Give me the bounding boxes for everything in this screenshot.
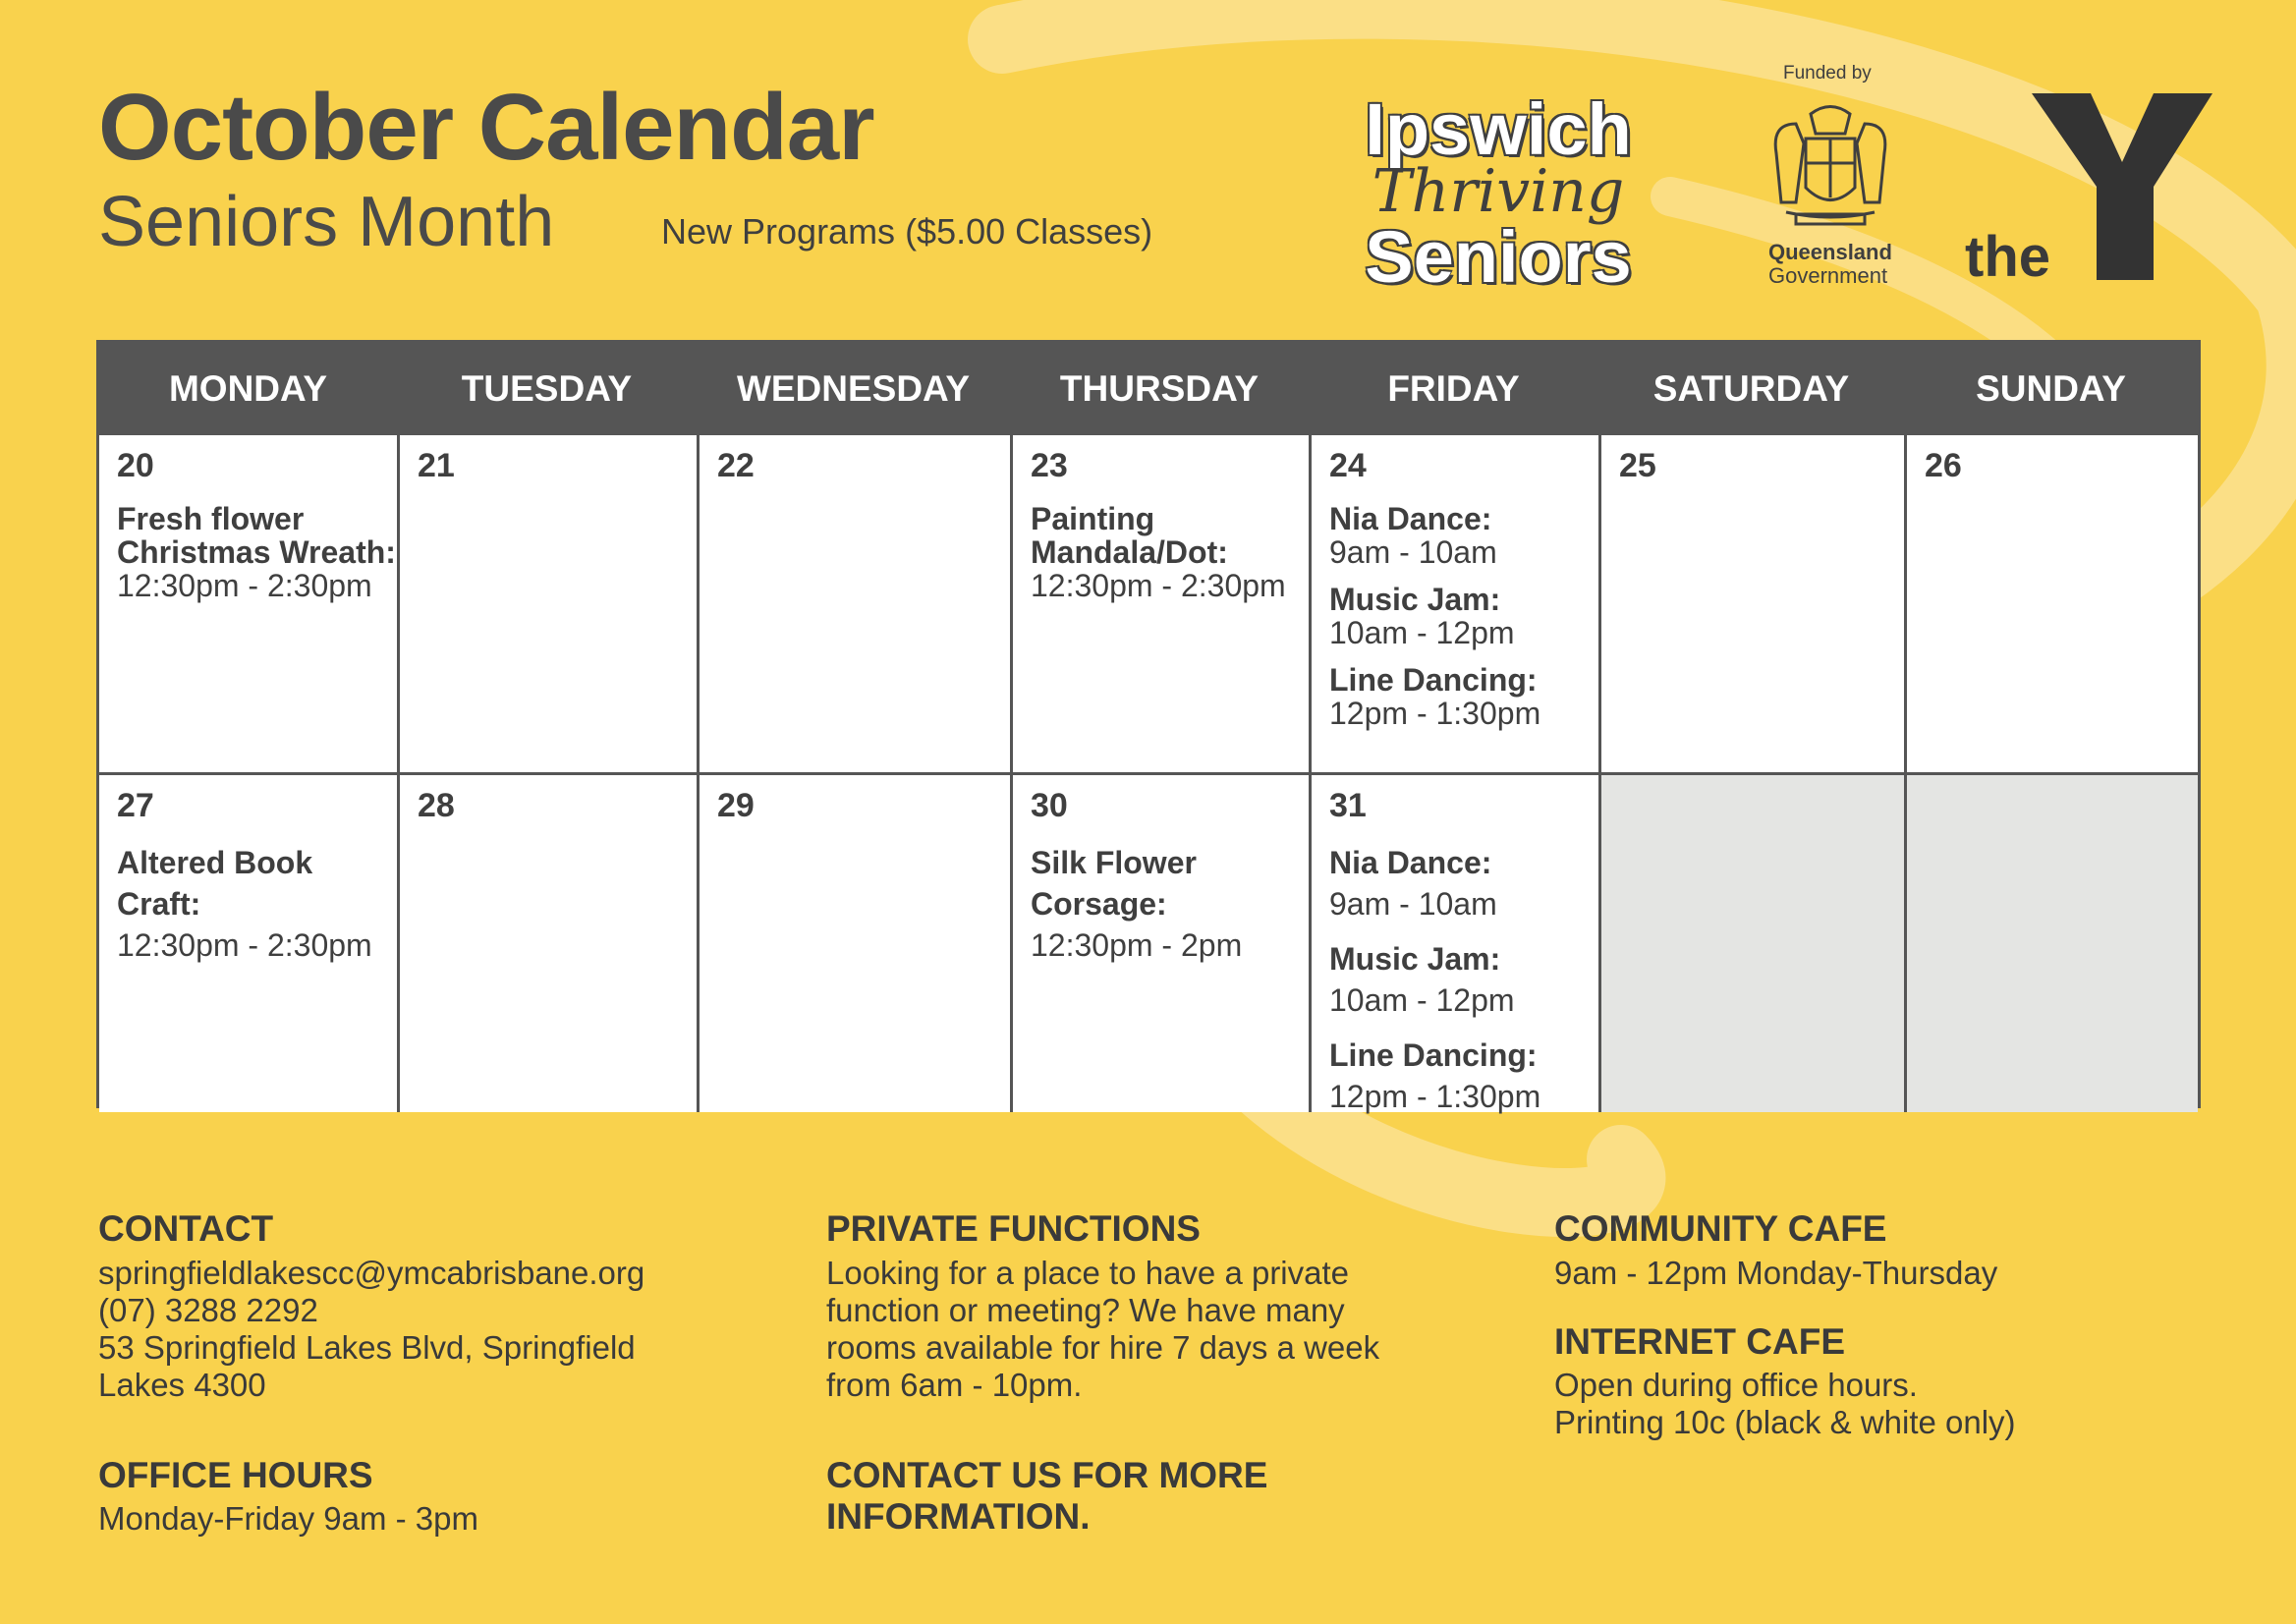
day-cell-friday (1309, 435, 1598, 772)
community-cafe-heading: COMMUNITY CAFE (1554, 1208, 1887, 1249)
ymca-the-word: the (1965, 225, 2050, 289)
event-item (1329, 842, 1598, 924)
contact-section (98, 1208, 806, 1538)
day-header-wednesday: WEDNESDAY (736, 368, 971, 409)
event-time: 12:30pm - 2:30pm (117, 927, 372, 963)
internet-cafe-heading: INTERNET CAFE (1554, 1320, 1845, 1362)
date-number: 21 (418, 447, 455, 484)
day-cell-saturday (1598, 775, 1904, 1112)
office-hours-text: Monday-Friday 9am - 3pm (98, 1500, 478, 1538)
date-number: 20 (117, 447, 154, 484)
day-cell-sunday (1904, 775, 2198, 1112)
event-item (1329, 938, 1598, 1021)
day-header-sunday: SUNDAY (1976, 368, 2126, 409)
contact-us-callout (826, 1455, 1494, 1539)
programs-tagline: New Programs ($5.00 Classes) (661, 211, 1153, 252)
event-title: Silk Flower Corsage: (1031, 845, 1197, 922)
page-title: October Calendar (98, 75, 874, 180)
event-time: 12:30pm - 2:30pm (117, 568, 372, 603)
internet-cafe-line: Open during office hours. (1554, 1367, 1918, 1404)
event-time: 10am - 12pm (1329, 982, 1515, 1018)
event-item (1329, 583, 1598, 649)
date-number: 26 (1925, 447, 1962, 484)
event-time: 12pm - 1:30pm (1329, 1079, 1541, 1114)
community-cafe-hours: 9am - 12pm Monday-Thursday (1554, 1254, 1998, 1291)
date-number: 22 (717, 447, 755, 484)
day-header-tuesday: TUESDAY (461, 368, 633, 409)
event-time: 9am - 10am (1329, 886, 1497, 922)
day-cell-monday (99, 775, 397, 1112)
event-title: Line Dancing: (1329, 1037, 1538, 1073)
contact-details (98, 1255, 806, 1404)
private-functions-text (826, 1255, 1494, 1404)
cafe-section (1554, 1208, 2262, 1441)
event-title: Altered Book Craft: (117, 845, 313, 922)
event-time: 12:30pm - 2:30pm (1031, 568, 1286, 603)
private-functions-line: from 6am - 10pm. (826, 1366, 1083, 1403)
private-functions-line: function or meeting? We have many (826, 1291, 1345, 1328)
event-title: Music Jam: (1329, 582, 1501, 617)
page-subtitle: Seniors Month (98, 183, 555, 261)
event-time: 12pm - 1:30pm (1329, 696, 1541, 731)
event-title: Line Dancing: (1329, 662, 1538, 698)
event-title: Painting Mandala/Dot: (1031, 501, 1228, 570)
contact-address-line: Lakes 4300 (98, 1366, 266, 1403)
logo-text-ipswich: Ipswich (1365, 88, 1632, 170)
date-number: 23 (1031, 447, 1068, 484)
day-header-monday: MONDAY (168, 368, 328, 409)
day-header-thursday: THURSDAY (1059, 368, 1260, 409)
private-functions-heading: PRIVATE FUNCTIONS (826, 1208, 1201, 1249)
day-cell-tuesday (397, 775, 697, 1112)
private-functions-line: rooms available for hire 7 days a week (826, 1328, 1380, 1366)
event-time: 9am - 10am (1329, 534, 1497, 570)
queensland-label: Queensland (1768, 240, 1892, 264)
day-cell-sunday (1904, 435, 2198, 772)
queensland-crest-icon (1757, 94, 1904, 242)
contact-us-line: INFORMATION. (826, 1496, 1091, 1538)
day-header-saturday: SATURDAY (1652, 368, 1850, 409)
event-title: Music Jam: (1329, 941, 1501, 977)
private-functions-section (826, 1208, 1494, 1539)
contact-email: springfieldlakescc@ymcabrisbane.org (98, 1254, 645, 1291)
event-item (1031, 502, 1309, 602)
event-title: Fresh flower Christmas Wreath: (117, 501, 396, 570)
ipswich-thriving-seniors-logo (1346, 88, 1651, 298)
logo-text-seniors: Seniors (1365, 216, 1632, 298)
funded-by-label: Funded by (1783, 63, 1872, 84)
day-cell-saturday (1598, 435, 1904, 772)
contact-address-line: 53 Springfield Lakes Blvd, Springfield (98, 1328, 636, 1366)
contact-phone: (07) 3288 2292 (98, 1291, 318, 1328)
date-number: 27 (117, 787, 154, 824)
date-number: 25 (1619, 447, 1656, 484)
contact-heading: CONTACT (98, 1208, 274, 1249)
logo-text-thriving: Thriving (1372, 157, 1625, 226)
office-hours-heading: OFFICE HOURS (98, 1454, 373, 1495)
day-cell-thursday (1010, 435, 1309, 772)
date-number: 29 (717, 787, 755, 824)
private-functions-line: Looking for a place to have a private (826, 1254, 1350, 1291)
day-cell-monday (99, 435, 397, 772)
day-cell-wednesday (697, 775, 1010, 1112)
event-item (1329, 663, 1598, 730)
event-item (117, 502, 397, 602)
event-time: 12:30pm - 2pm (1031, 927, 1243, 963)
calendar-week-row (99, 435, 2198, 772)
internet-cafe-text (1554, 1367, 2262, 1441)
event-item (117, 842, 397, 966)
event-title: Nia Dance: (1329, 501, 1492, 536)
calendar-week-row (99, 772, 2198, 1112)
ymca-logo (1965, 93, 2211, 290)
date-number: 31 (1329, 787, 1367, 824)
day-cell-wednesday (697, 435, 1010, 772)
government-label: Government (1768, 263, 1888, 288)
ymca-y-icon (2032, 93, 2212, 280)
date-number: 28 (418, 787, 455, 824)
event-item (1031, 842, 1309, 966)
day-header-friday: FRIDAY (1387, 368, 1520, 409)
internet-cafe-line: Printing 10c (black & white only) (1554, 1404, 2016, 1441)
date-number: 24 (1329, 447, 1367, 484)
october-calendar (96, 340, 2201, 1114)
event-title: Nia Dance: (1329, 845, 1492, 880)
day-cell-thursday (1010, 775, 1309, 1112)
calendar-header (99, 343, 2198, 435)
day-cell-friday (1309, 775, 1598, 1112)
event-item (1329, 502, 1598, 569)
event-time: 10am - 12pm (1329, 615, 1515, 650)
day-cell-tuesday (397, 435, 697, 772)
event-item (1329, 1035, 1598, 1117)
date-number: 30 (1031, 787, 1068, 824)
contact-us-line: CONTACT US FOR MORE (826, 1454, 1268, 1495)
